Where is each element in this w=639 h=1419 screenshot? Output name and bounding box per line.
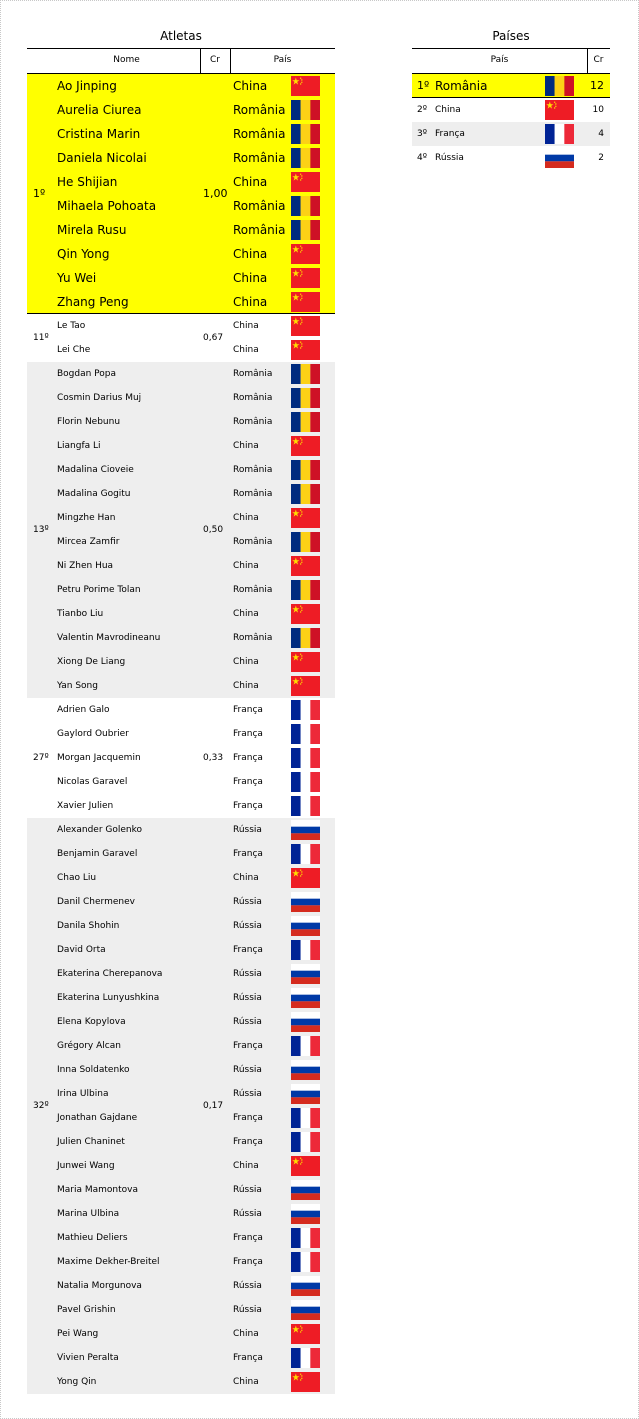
athlete-row (27, 266, 335, 290)
athlete-name: Yan Song (57, 681, 98, 691)
athlete-country: França (233, 1353, 263, 1363)
china-flag (291, 868, 320, 888)
france-flag (291, 1228, 320, 1248)
group-rank: 11º (33, 333, 49, 343)
china-flag (291, 556, 320, 576)
china-flag (291, 76, 320, 96)
athlete-country: Rússia (233, 825, 262, 835)
athlete-country: França (233, 1137, 263, 1147)
athlete-name: Qin Yong (57, 247, 110, 261)
china-flag (291, 292, 320, 312)
country-credit: 10 (592, 105, 604, 115)
athlete-country: China (233, 657, 259, 667)
athlete-country: Rússia (233, 897, 262, 907)
athlete-country: França (233, 753, 263, 763)
athlete-country: China (233, 175, 268, 189)
athlete-row (27, 770, 335, 794)
athlete-country: China (233, 609, 259, 619)
china-flag (291, 676, 320, 696)
russia-flag (291, 964, 320, 984)
athlete-row (27, 194, 335, 218)
athlete-country: China (233, 321, 259, 331)
china-flag (291, 1156, 320, 1176)
athletes-header-name: Nome (113, 55, 140, 65)
athlete-name: Ekaterina Cherepanova (57, 969, 163, 979)
romania-flag (291, 412, 320, 432)
romania-flag (291, 196, 320, 216)
athlete-country: China (233, 271, 268, 285)
athlete-row (27, 578, 335, 602)
athlete-country: China (233, 873, 259, 883)
country-row (412, 74, 610, 98)
russia-flag (545, 148, 574, 168)
athlete-name: Valentin Mavrodineanu (57, 633, 161, 643)
france-flag (291, 724, 320, 744)
athlete-name: Bogdan Popa (57, 369, 117, 379)
athlete-name: Natalia Morgunova (57, 1281, 142, 1291)
athlete-row (27, 1106, 335, 1130)
athlete-name: Cristina Marin (57, 127, 141, 141)
countries-header-cr: Cr (593, 55, 604, 65)
athlete-row (27, 314, 335, 338)
athlete-row (27, 1034, 335, 1058)
romania-flag (291, 364, 320, 384)
athlete-country: Rússia (233, 1185, 262, 1195)
russia-flag (291, 1012, 320, 1032)
athlete-name: Ni Zhen Hua (57, 561, 114, 571)
france-flag (291, 1348, 320, 1368)
athlete-row (27, 1298, 335, 1322)
athlete-row (27, 410, 335, 434)
athlete-country: China (233, 1329, 259, 1339)
athlete-country: China (233, 1161, 259, 1171)
athlete-row (27, 842, 335, 866)
athlete-country: França (233, 777, 263, 787)
athlete-name: Adrien Galo (57, 705, 110, 715)
athlete-name: Junwei Wang (57, 1161, 115, 1171)
athlete-country: Rússia (233, 1089, 262, 1099)
athlete-name: Danila Shohin (57, 921, 120, 931)
athlete-country: România (233, 103, 286, 117)
athlete-name: Julien Chaninet (57, 1137, 125, 1147)
russia-flag (291, 892, 320, 912)
romania-flag (291, 124, 320, 144)
athlete-row (27, 1250, 335, 1274)
athlete-row (27, 698, 335, 722)
athlete-name: He Shijian (57, 175, 118, 189)
athlete-name: Florin Nebunu (57, 417, 121, 427)
country-credit: 2 (598, 153, 604, 163)
countries-header-top-rule (412, 48, 610, 49)
athlete-row (27, 386, 335, 410)
athlete-country: Rússia (233, 1305, 262, 1315)
athlete-row (27, 434, 335, 458)
athlete-country: Rússia (233, 1065, 262, 1075)
group-credit: 1,00 (203, 187, 228, 200)
athlete-name: Mihaela Pohoata (57, 199, 157, 213)
athlete-row (27, 818, 335, 842)
athlete-name: Mingzhe Han (57, 513, 116, 523)
athlete-name: Le Tao (57, 321, 86, 331)
athlete-country: România (233, 223, 286, 237)
athlete-row (27, 626, 335, 650)
china-flag (291, 604, 320, 624)
athlete-name: Vivien Peralta (57, 1353, 119, 1363)
france-flag (291, 844, 320, 864)
athlete-row (27, 1322, 335, 1346)
athletes-header-divider (230, 48, 231, 73)
athlete-row (27, 338, 335, 362)
athlete-name: Inna Soldatenko (57, 1065, 130, 1075)
athlete-row (27, 914, 335, 938)
athlete-country: România (233, 369, 273, 379)
athlete-row (27, 1154, 335, 1178)
athlete-country: România (233, 489, 273, 499)
athlete-row (27, 866, 335, 890)
romania-flag (291, 100, 320, 120)
athlete-row (27, 1202, 335, 1226)
athlete-row (27, 482, 335, 506)
france-flag (291, 1132, 320, 1152)
athlete-country: China (233, 561, 259, 571)
france-flag (545, 124, 574, 144)
romania-flag (545, 76, 574, 96)
athlete-row (27, 1178, 335, 1202)
athlete-country: România (233, 151, 286, 165)
country-row (412, 122, 610, 146)
russia-flag (291, 820, 320, 840)
china-flag (291, 652, 320, 672)
country-credit: 12 (590, 79, 604, 92)
athlete-row (27, 794, 335, 818)
athlete-country: França (233, 1113, 263, 1123)
athlete-name: Cosmin Darius Muj (57, 393, 142, 403)
romania-flag (291, 388, 320, 408)
athlete-row (27, 122, 335, 146)
china-flag (291, 244, 320, 264)
athlete-country: China (233, 681, 259, 691)
athlete-row (27, 674, 335, 698)
china-flag (291, 508, 320, 528)
france-flag (291, 940, 320, 960)
athlete-name: Aurelia Ciurea (57, 103, 142, 117)
athlete-row (27, 1346, 335, 1370)
group-rank: 32º (33, 1101, 49, 1111)
athlete-name: Xiong De Liang (57, 657, 126, 667)
china-flag (291, 1324, 320, 1344)
athlete-country: França (233, 801, 263, 811)
athlete-name: Ao Jinping (57, 79, 117, 93)
athlete-country: França (233, 1257, 263, 1267)
russia-flag (291, 1204, 320, 1224)
athlete-name: Petru Porime Tolan (57, 585, 141, 595)
france-flag (291, 1036, 320, 1056)
athlete-country: França (233, 729, 263, 739)
group-rank: 13º (33, 525, 49, 535)
china-flag (545, 100, 574, 120)
athlete-country: Rússia (233, 993, 262, 1003)
athlete-row (27, 218, 335, 242)
athletes-header-cr: Cr (210, 55, 220, 65)
athlete-country: România (233, 537, 273, 547)
athlete-row (27, 986, 335, 1010)
country-name: China (435, 105, 461, 115)
athlete-row (27, 242, 335, 266)
china-flag (291, 436, 320, 456)
athlete-row (27, 746, 335, 770)
romania-flag (291, 628, 320, 648)
athlete-name: Grégory Alcan (57, 1041, 121, 1051)
athlete-country: România (233, 585, 273, 595)
athlete-row (27, 290, 335, 314)
country-name: România (435, 79, 488, 93)
athlete-country: Rússia (233, 1017, 262, 1027)
athlete-row (27, 458, 335, 482)
athlete-row (27, 890, 335, 914)
athlete-row (27, 554, 335, 578)
russia-flag (291, 1276, 320, 1296)
athlete-name: Nicolas Garavel (57, 777, 128, 787)
group-rank: 1º (33, 187, 46, 200)
athlete-country: Rússia (233, 1209, 262, 1219)
romania-flag (291, 580, 320, 600)
russia-flag (291, 1084, 320, 1104)
athletes-header-country: País (273, 55, 292, 65)
athlete-country: România (233, 393, 273, 403)
athlete-row (27, 170, 335, 194)
athlete-row (27, 146, 335, 170)
athlete-row (27, 506, 335, 530)
country-rank: 4º (417, 153, 427, 163)
countries-header-divider (587, 48, 588, 73)
russia-flag (291, 988, 320, 1008)
athlete-row (27, 1226, 335, 1250)
athlete-name: Danil Chermenev (57, 897, 135, 907)
athletes-table-title: Atletas (160, 29, 202, 43)
country-rank: 1º (417, 79, 430, 92)
athletes-header-divider (200, 48, 201, 73)
athlete-name: David Orta (57, 945, 106, 955)
athlete-name: Maria Mamontova (57, 1185, 138, 1195)
group-credit: 0,50 (203, 525, 224, 535)
country-credit: 4 (598, 129, 604, 139)
athlete-row (27, 1370, 335, 1394)
athlete-name: Morgan Jacquemin (57, 753, 141, 763)
france-flag (291, 796, 320, 816)
country-name: França (435, 129, 465, 139)
athlete-row (27, 1082, 335, 1106)
russia-flag (291, 1300, 320, 1320)
russia-flag (291, 1180, 320, 1200)
athlete-row (27, 1058, 335, 1082)
athlete-country: França (233, 705, 263, 715)
athlete-row (27, 1130, 335, 1154)
athlete-name: Madalina Gogitu (57, 489, 131, 499)
athlete-country: China (233, 1377, 259, 1387)
athlete-row (27, 98, 335, 122)
china-flag (291, 316, 320, 336)
athlete-country: România (233, 465, 273, 475)
athlete-name: Lei Che (57, 345, 91, 355)
france-flag (291, 772, 320, 792)
athlete-name: Elena Kopylova (57, 1017, 126, 1027)
athlete-name: Benjamin Garavel (57, 849, 138, 859)
group-credit: 0,67 (203, 333, 224, 343)
athlete-name: Yong Qin (57, 1377, 97, 1387)
athlete-name: Maxime Dekher-Breitel (57, 1257, 160, 1267)
france-flag (291, 700, 320, 720)
china-flag (291, 268, 320, 288)
athlete-name: Pavel Grishin (57, 1305, 116, 1315)
athlete-country: Rússia (233, 969, 262, 979)
athlete-name: Pei Wang (57, 1329, 99, 1339)
athlete-row (27, 1274, 335, 1298)
romania-flag (291, 460, 320, 480)
athlete-country: França (233, 849, 263, 859)
athlete-name: Zhang Peng (57, 295, 129, 309)
athlete-name: Gaylord Oubrier (57, 729, 129, 739)
athletes-header-top-rule (27, 48, 335, 49)
athlete-country: China (233, 79, 268, 93)
athlete-name: Daniela Nicolai (57, 151, 147, 165)
country-row (412, 146, 610, 170)
countries-header-country: País (490, 55, 509, 65)
countries-table-title: Países (492, 29, 530, 43)
france-flag (291, 1108, 320, 1128)
china-flag (291, 1372, 320, 1392)
athlete-name: Tianbo Liu (57, 609, 104, 619)
athlete-row (27, 650, 335, 674)
athlete-country: China (233, 513, 259, 523)
athlete-name: Jonathan Gajdane (57, 1113, 138, 1123)
china-flag (291, 172, 320, 192)
athlete-country: China (233, 345, 259, 355)
romania-flag (291, 220, 320, 240)
athlete-country: România (233, 417, 273, 427)
group-rank: 27º (33, 753, 49, 763)
athlete-country: França (233, 1041, 263, 1051)
athlete-name: Xavier Julien (57, 801, 114, 811)
athlete-row (27, 530, 335, 554)
athlete-country: França (233, 945, 263, 955)
athlete-name: Yu Wei (57, 271, 97, 285)
athlete-name: Alexander Golenko (57, 825, 143, 835)
france-flag (291, 1252, 320, 1272)
romania-flag (291, 148, 320, 168)
athlete-country: China (233, 295, 268, 309)
athletes-header-bottom-rule (27, 73, 335, 74)
country-row (412, 98, 610, 122)
athlete-name: Liangfa Li (57, 441, 101, 451)
country-rank: 3º (417, 129, 427, 139)
athlete-row (27, 722, 335, 746)
athlete-row (27, 362, 335, 386)
athlete-country: China (233, 247, 268, 261)
athlete-name: Mathieu Deliers (57, 1233, 128, 1243)
country-name: Rússia (435, 153, 464, 163)
athlete-row (27, 74, 335, 98)
athlete-country: Rússia (233, 921, 262, 931)
group-credit: 0,17 (203, 1101, 224, 1111)
country-rank: 2º (417, 105, 427, 115)
athlete-name: Mircea Zamfir (57, 537, 120, 547)
france-flag (291, 748, 320, 768)
athlete-row (27, 602, 335, 626)
countries-header-bottom-rule (412, 73, 610, 74)
athlete-name: Madalina Cioveie (57, 465, 134, 475)
athlete-row (27, 962, 335, 986)
russia-flag (291, 1060, 320, 1080)
athlete-country: România (233, 199, 286, 213)
athlete-country: França (233, 1233, 263, 1243)
athlete-row (27, 1010, 335, 1034)
athlete-name: Marina Ulbina (57, 1209, 120, 1219)
athlete-country: China (233, 441, 259, 451)
athlete-name: Irina Ulbina (57, 1089, 109, 1099)
china-flag (291, 340, 320, 360)
russia-flag (291, 916, 320, 936)
romania-flag (291, 484, 320, 504)
athlete-country: România (233, 633, 273, 643)
group-credit: 0,33 (203, 753, 224, 763)
athlete-name: Ekaterina Lunyushkina (57, 993, 160, 1003)
athlete-country: România (233, 127, 286, 141)
romania-flag (291, 532, 320, 552)
athlete-country: Rússia (233, 1281, 262, 1291)
athlete-name: Mirela Rusu (57, 223, 127, 237)
athlete-row (27, 938, 335, 962)
athlete-name: Chao Liu (57, 873, 97, 883)
